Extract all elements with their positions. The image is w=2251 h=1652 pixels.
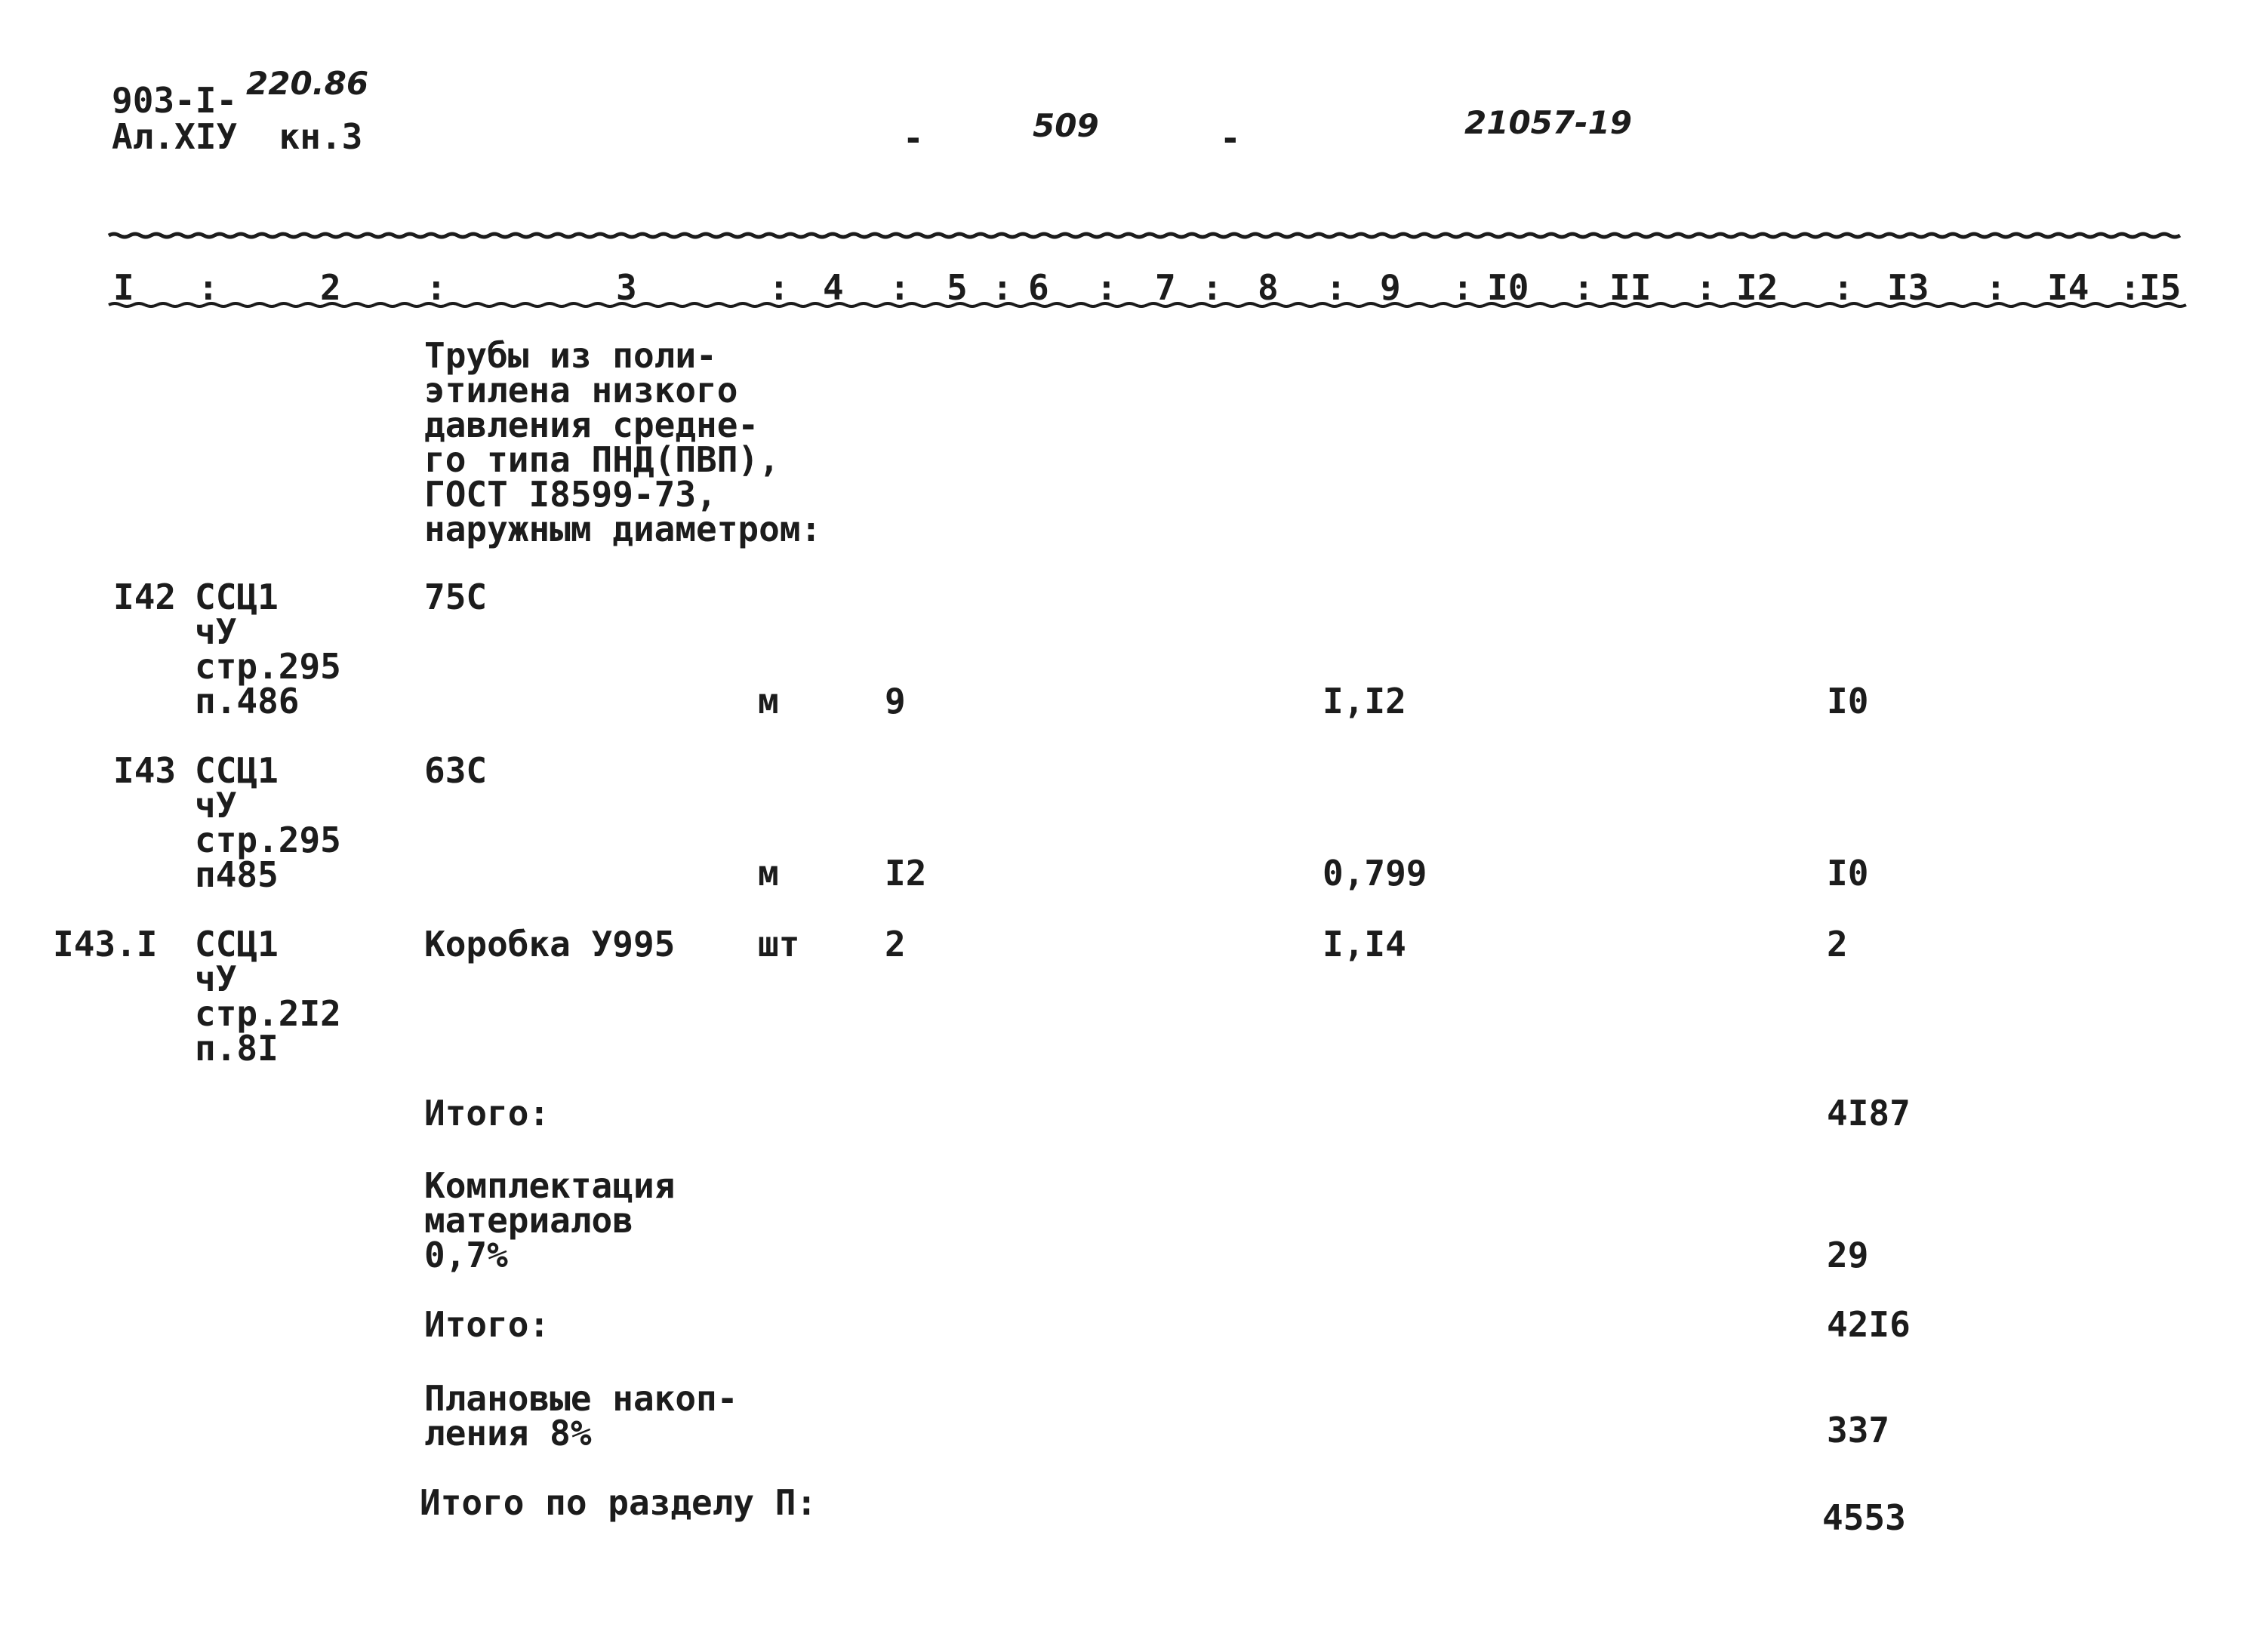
header-dash-left: - [903, 118, 924, 158]
column-separator: : [1695, 267, 1717, 308]
code-handwritten: 220.86 [246, 65, 369, 102]
section-heading: Трубы из поли- этилена низкого давления средне- го типа ПНД(ПВП), ГОСТ I8599-73, наружным диаметром: [424, 335, 822, 549]
item-number: I42 [113, 577, 177, 617]
item-name: 75С [424, 577, 488, 617]
item-number: I43.I [53, 924, 158, 964]
column-number: I5 [2139, 267, 2182, 308]
summary-label: Итого: [424, 1093, 550, 1134]
column-separator: : [768, 267, 790, 308]
unit: шт [758, 924, 800, 964]
column-separator: : [1096, 267, 1117, 308]
column-separator: : [1573, 267, 1594, 308]
price-reference: ССЦ1 чУ стр.295 п485 [195, 750, 341, 895]
column-separator: : [1202, 267, 1223, 308]
summary-label: Итого: [424, 1304, 550, 1345]
doc-number: 21057-19 [1464, 104, 1632, 141]
column-number: 4 [823, 267, 844, 308]
column-number: II [1609, 267, 1652, 308]
quantity: I2 [885, 853, 927, 894]
column-number: I0 [1487, 267, 1529, 308]
unit-price: 0,799 [1323, 853, 1427, 894]
column-separator: : [1833, 267, 1854, 308]
column-number: I4 [2047, 267, 2089, 308]
item-number: I43 [113, 750, 177, 791]
column-number: 6 [1028, 267, 1049, 308]
column-number: 3 [616, 267, 637, 308]
quantity: 9 [885, 681, 906, 721]
unit-price: I,I2 [1323, 681, 1406, 721]
unit-price: I,I4 [1323, 924, 1406, 964]
price-reference: ССЦ1 чУ стр.295 п.486 [195, 577, 341, 721]
column-number: I2 [1736, 267, 1778, 308]
top-wavy-rule [109, 234, 2180, 237]
column-separator: : [1326, 267, 1347, 308]
item-name: 63С [424, 750, 488, 791]
column-number: 9 [1380, 267, 1401, 308]
column-separator: : [1452, 267, 1473, 308]
header-dash-right: - [1220, 118, 1241, 158]
column-separator: : [426, 267, 447, 308]
summary-label: Комплектация материалов 0,7% [424, 1165, 676, 1275]
column-number: 7 [1155, 267, 1176, 308]
price-reference: ССЦ1 чУ стр.2I2 п.8I [195, 924, 341, 1069]
summary-value: 29 [1827, 1235, 1869, 1275]
column-header-wavy-rule [109, 303, 2186, 306]
column-number: 2 [320, 267, 341, 308]
column-number: I [113, 267, 134, 308]
column-separator: : [1985, 267, 2006, 308]
total: 2 [1827, 924, 1848, 964]
album-line: Ал.XIУ кн.3 [112, 116, 363, 157]
column-number: 5 [947, 267, 968, 308]
summary-value: 4I87 [1827, 1093, 1911, 1134]
column-number: I3 [1887, 267, 1929, 308]
total: I0 [1827, 681, 1869, 721]
summary-label: Итого по разделу П: [420, 1482, 818, 1523]
page-number: 509 [1033, 107, 1099, 144]
column-separator: : [198, 267, 219, 308]
quantity: 2 [885, 924, 906, 964]
summary-value: 4553 [1822, 1497, 1906, 1538]
column-separator: : [992, 267, 1013, 308]
summary-value: 42I6 [1827, 1304, 1911, 1345]
item-name: Коробка У995 [424, 924, 676, 964]
column-separator: : [889, 267, 910, 308]
column-separator: : [2120, 267, 2141, 308]
column-number: 8 [1258, 267, 1279, 308]
summary-value: 337 [1827, 1410, 1890, 1450]
code-typed: 903-I- [112, 80, 238, 121]
summary-label: Плановые накоп- ления 8% [424, 1378, 738, 1454]
unit: м [758, 681, 779, 721]
unit: м [758, 853, 779, 894]
total: I0 [1827, 853, 1869, 894]
